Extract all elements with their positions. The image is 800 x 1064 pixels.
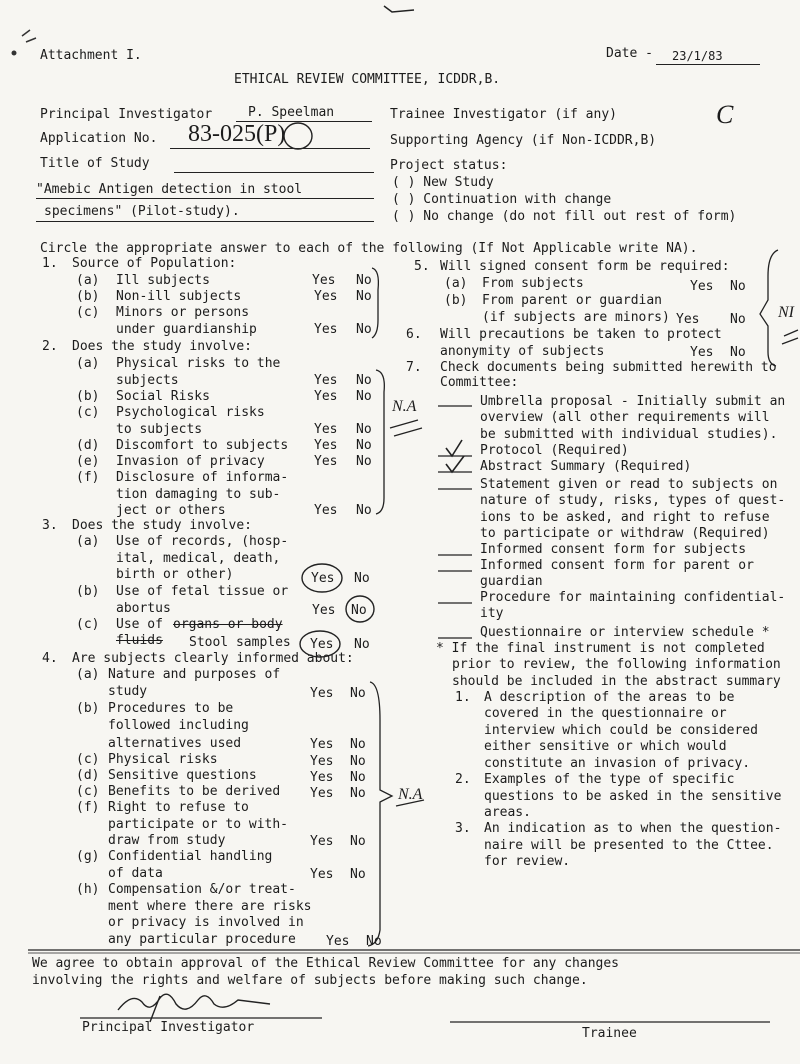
right-item-text: either sensitive or which would: [484, 739, 727, 754]
right-item-text: (b): [444, 293, 468, 308]
left-item-text: study: [108, 684, 148, 699]
answer-no[interactable]: No: [350, 867, 366, 882]
answer-yes[interactable]: Yes: [690, 345, 714, 360]
answer-no[interactable]: No: [350, 754, 366, 769]
left-item-text: (b): [76, 389, 100, 404]
answer-no[interactable]: No: [356, 322, 372, 337]
right-item-text: Informed consent form for parent or: [480, 558, 754, 573]
arrow-mark: [782, 330, 798, 344]
left-item-text: Stool samples: [189, 635, 291, 650]
answer-no[interactable]: No: [354, 571, 370, 586]
left-item-text: Procedures to be: [108, 701, 234, 716]
application-number: 83-025(P): [188, 121, 286, 147]
left-item-text: Does the study involve:: [72, 339, 253, 354]
left-item-text: (f): [76, 800, 100, 815]
left-item-text: under guardianship: [116, 322, 257, 337]
check-protocol: [446, 440, 462, 456]
right-item-text: From parent or guardian: [482, 293, 663, 308]
left-item-text: Physical risks: [108, 752, 218, 767]
trainee-signature-label: Trainee: [582, 1026, 637, 1041]
right-item-text: Examples of the type of specific: [484, 772, 735, 787]
status-no-change[interactable]: ( ) No change (do not fill out rest of form): [392, 209, 737, 224]
answer-yes[interactable]: Yes: [310, 637, 334, 652]
right-item-text: overview (all other requirements will: [480, 410, 770, 425]
left-item-text: (h): [76, 882, 100, 897]
yes-circle-3c: [300, 631, 340, 657]
answer-yes[interactable]: Yes: [310, 834, 334, 849]
answer-no[interactable]: No: [366, 934, 382, 949]
answer-yes[interactable]: Yes: [314, 322, 338, 337]
left-item-text: Use of records, (hosp-: [116, 534, 289, 549]
right-item-text: ions to be asked, and right to refuse: [480, 510, 770, 525]
na-underline-1: [390, 420, 422, 436]
left-item-text: (c): [76, 305, 100, 320]
left-item-text: Psychological risks: [116, 405, 265, 420]
right-item-text: Protocol (Required): [480, 443, 629, 458]
bracket-section-2: [376, 370, 384, 514]
top-check-mark: [384, 6, 414, 12]
answer-no[interactable]: No: [356, 389, 372, 404]
left-item-text: ment where there are risks: [108, 899, 312, 914]
attachment-label: Attachment I.: [40, 48, 142, 63]
left-item-text: (a): [76, 356, 100, 371]
right-item-text: (if subjects are minors): [482, 310, 670, 325]
right-item-text: Will signed consent form be required:: [440, 259, 730, 274]
pi-value: P. Speelman: [248, 105, 335, 120]
left-item-text: (b): [76, 289, 100, 304]
left-item-text: 2.: [42, 339, 58, 354]
left-item-text: to subjects: [116, 422, 203, 437]
left-item-text: abortus: [116, 601, 171, 616]
left-item-text: (a): [76, 667, 100, 682]
answer-no[interactable]: No: [356, 373, 372, 388]
left-item-text: Are subjects clearly informed about:: [72, 651, 354, 666]
left-item-text: Invasion of privacy: [116, 454, 265, 469]
bracket-section-4: [368, 682, 392, 946]
answer-no[interactable]: No: [350, 686, 366, 701]
na-underline-2: [396, 800, 424, 806]
check-abstract: [446, 456, 464, 472]
right-item-text: 6.: [406, 327, 422, 342]
right-item-text: 5.: [414, 259, 430, 274]
left-item-text: Right to refuse to: [108, 800, 249, 815]
answer-no[interactable]: No: [350, 786, 366, 801]
answer-yes[interactable]: Yes: [310, 770, 334, 785]
left-item-text: ital, medical, death,: [116, 551, 281, 566]
left-item-text: draw from study: [108, 833, 226, 848]
left-item-text: (a): [76, 273, 100, 288]
answer-yes[interactable]: Yes: [314, 289, 338, 304]
project-status-label: Project status:: [390, 158, 508, 173]
left-item-text: Social Risks: [116, 389, 210, 404]
answer-yes[interactable]: Yes: [310, 737, 334, 752]
status-continuation[interactable]: ( ) Continuation with change: [392, 192, 612, 207]
left-item-text: Minors or persons: [116, 305, 250, 320]
left-item-text: (d): [76, 438, 100, 453]
left-item-text: (d): [76, 768, 100, 783]
left-item-text: 4.: [42, 651, 58, 666]
left-item-text: ject or others: [116, 503, 226, 518]
left-item-text: followed including: [108, 718, 249, 733]
right-item-text: Abstract Summary (Required): [480, 459, 692, 474]
right-item-text: naire will be presented to the Cttee.: [484, 838, 774, 853]
answer-yes[interactable]: Yes: [314, 454, 338, 469]
right-item-text: An indication as to when the question-: [484, 821, 782, 836]
answer-yes[interactable]: Yes: [312, 273, 336, 288]
right-item-text: 1.: [455, 690, 471, 705]
right-item-text: * If the final instrument is not completed: [436, 641, 765, 656]
right-item-text: questions to be asked in the sensitive: [484, 789, 782, 804]
left-item-text: Non-ill subjects: [116, 289, 242, 304]
answer-no[interactable]: No: [350, 770, 366, 785]
left-item-text: alternatives used: [108, 736, 242, 751]
left-item-text: 3.: [42, 518, 58, 533]
right-item-text: ity: [480, 606, 504, 621]
right-item-text: be submitted with individual studies).: [480, 427, 778, 442]
left-item-text: of data: [108, 866, 163, 881]
answer-no[interactable]: No: [354, 637, 370, 652]
right-item-text: A description of the areas to be: [484, 690, 735, 705]
answer-yes[interactable]: Yes: [676, 312, 700, 327]
right-item-text: nature of study, risks, types of quest-: [480, 493, 786, 508]
trainee-mark: C: [716, 100, 734, 129]
left-item-text: or privacy is involved in: [108, 915, 304, 930]
left-item-text: Compensation &/or treat-: [108, 882, 296, 897]
left-item-text: Ill subjects: [116, 273, 210, 288]
answer-no[interactable]: No: [356, 503, 372, 518]
left-item-text: 1.: [42, 256, 58, 271]
application-label: Application No.: [40, 131, 158, 146]
agreement-line2: involving the rights and welfare of subjects before making such change.: [32, 973, 588, 988]
answer-yes[interactable]: Yes: [310, 754, 334, 769]
answer-yes[interactable]: Yes: [326, 934, 350, 949]
right-item-text: From subjects: [482, 276, 584, 291]
left-item-text: Discomfort to subjects: [116, 438, 289, 453]
left-item-text: Sensitive questions: [108, 768, 257, 783]
left-item-text: Confidential handling: [108, 849, 273, 864]
pi-signature-label: Principal Investigator: [82, 1020, 255, 1035]
answer-no[interactable]: No: [356, 438, 372, 453]
right-item-text: anonymity of subjects: [440, 344, 605, 359]
left-item-text: (c): [76, 752, 100, 767]
date-value: 23/1/83: [672, 49, 723, 63]
na-annotation-2: N.A: [392, 398, 417, 415]
corner-dot: [12, 51, 17, 56]
left-item-text: Benefits to be derived: [108, 784, 281, 799]
answer-yes[interactable]: Yes: [312, 603, 336, 618]
answer-yes[interactable]: Yes: [311, 571, 335, 586]
left-item-text: Disclosure of informa-: [116, 470, 289, 485]
right-item-text: 7.: [406, 360, 422, 375]
left-item-text: (f): [76, 470, 100, 485]
agreement-line1: We agree to obtain approval of the Ethical Review Committee for any changes: [32, 956, 619, 971]
left-item-text: (a): [76, 534, 100, 549]
form-title: ETHICAL REVIEW COMMITTEE, ICDDR,B.: [234, 72, 501, 87]
right-item-text: to participate or withdraw (Required): [480, 526, 770, 541]
left-item-text: (c): [76, 405, 100, 420]
right-item-text: guardian: [480, 574, 543, 589]
study-title-line2: specimens" (Pilot-study).: [44, 204, 240, 219]
answer-yes[interactable]: Yes: [314, 438, 338, 453]
left-item-text: subjects: [116, 373, 179, 388]
right-item-text: Will precautions be taken to protect: [440, 327, 722, 342]
na-annotation-4: N.A: [398, 786, 423, 803]
right-item-text: Statement given or read to subjects on: [480, 477, 778, 492]
right-item-text: interview which could be considered: [484, 723, 758, 738]
agency-label: Supporting Agency (if Non-ICDDR,B): [390, 133, 657, 148]
yes-circle-3a: [302, 564, 342, 592]
right-item-text: Procedure for maintaining confidential-: [480, 590, 786, 605]
left-item-text: Source of Population:: [72, 256, 237, 271]
answer-no[interactable]: No: [351, 603, 367, 618]
right-item-text: Umbrella proposal - Initially submit an: [480, 394, 786, 409]
left-item-text: Use of fetal tissue or: [116, 584, 289, 599]
bracket-section-5: [760, 250, 778, 366]
answer-yes[interactable]: Yes: [310, 786, 334, 801]
right-item-text: for review.: [484, 854, 571, 869]
answer-yes[interactable]: Yes: [314, 422, 338, 437]
answer-no[interactable]: No: [350, 834, 366, 849]
right-item-text: (a): [444, 276, 468, 291]
answer-no[interactable]: No: [730, 345, 746, 360]
answer-yes[interactable]: Yes: [310, 686, 334, 701]
left-item-text: participate or to with-: [108, 817, 289, 832]
left-item-text: Physical risks to the: [116, 356, 281, 371]
right-item-text: Questionnaire or interview schedule *: [480, 625, 770, 640]
answer-yes[interactable]: Yes: [690, 279, 714, 294]
left-item-text: any particular procedure: [108, 932, 296, 947]
left-item-text: (c): [76, 784, 100, 799]
right-item-text: Check documents being submitted herewith to: [440, 360, 777, 375]
answer-yes[interactable]: Yes: [314, 389, 338, 404]
study-title-line1: "Amebic Antigen detection in stool: [36, 182, 303, 197]
date-label: Date -: [606, 46, 653, 61]
instruction-text: Circle the appropriate answer to each of the following (If Not Applicable write NA).: [40, 241, 698, 256]
right-item-text: covered in the questionnaire or: [484, 706, 727, 721]
answer-yes[interactable]: Yes: [314, 373, 338, 388]
study-title-label: Title of Study: [40, 156, 150, 171]
left-item-text: (c): [76, 617, 100, 632]
no-circle-3b: [346, 596, 374, 622]
right-item-text: prior to review, the following information: [452, 657, 781, 672]
answer-yes[interactable]: Yes: [310, 867, 334, 882]
right-item-text: constitute an invasion of privacy.: [484, 756, 751, 771]
corner-scribble: [22, 30, 36, 42]
pi-label: Principal Investigator: [40, 107, 213, 122]
application-p-circle: [284, 123, 312, 149]
left-item-text: (e): [76, 454, 100, 469]
answer-no[interactable]: No: [350, 737, 366, 752]
bracket-section-1: [372, 268, 378, 338]
left-item-text: (b): [76, 701, 100, 716]
answer-no[interactable]: No: [356, 273, 372, 288]
right-item-text: should be included in the abstract summary: [452, 674, 781, 689]
left-item-text: tion damaging to sub-: [116, 487, 281, 502]
left-item-text: birth or other): [116, 567, 234, 582]
left-item-text: Nature and purposes of: [108, 667, 281, 682]
answer-yes[interactable]: Yes: [314, 503, 338, 518]
ni-annotation: NI: [778, 304, 794, 321]
trainee-label: Trainee Investigator (if any): [390, 107, 617, 122]
answer-no[interactable]: No: [356, 289, 372, 304]
right-item-text: Informed consent form for subjects: [480, 542, 747, 557]
left-item-text: (b): [76, 584, 100, 599]
status-new-study[interactable]: ( ) New Study: [392, 175, 494, 190]
answer-no[interactable]: No: [356, 454, 372, 469]
answer-no[interactable]: No: [356, 422, 372, 437]
right-item-text: Committee:: [440, 375, 519, 390]
left-item-text: Use of: [116, 617, 163, 632]
left-item-text: Does the study involve:: [72, 518, 253, 533]
right-item-text: 2.: [455, 772, 471, 787]
struck-organs: organs or body: [173, 617, 283, 632]
answer-no[interactable]: No: [730, 312, 746, 327]
right-item-text: areas.: [484, 805, 531, 820]
right-item-text: 3.: [455, 821, 471, 836]
pi-signature-scribble: [118, 994, 270, 1010]
left-item-text: (g): [76, 849, 100, 864]
struck-fluids: fluids: [116, 633, 163, 648]
answer-no[interactable]: No: [730, 279, 746, 294]
